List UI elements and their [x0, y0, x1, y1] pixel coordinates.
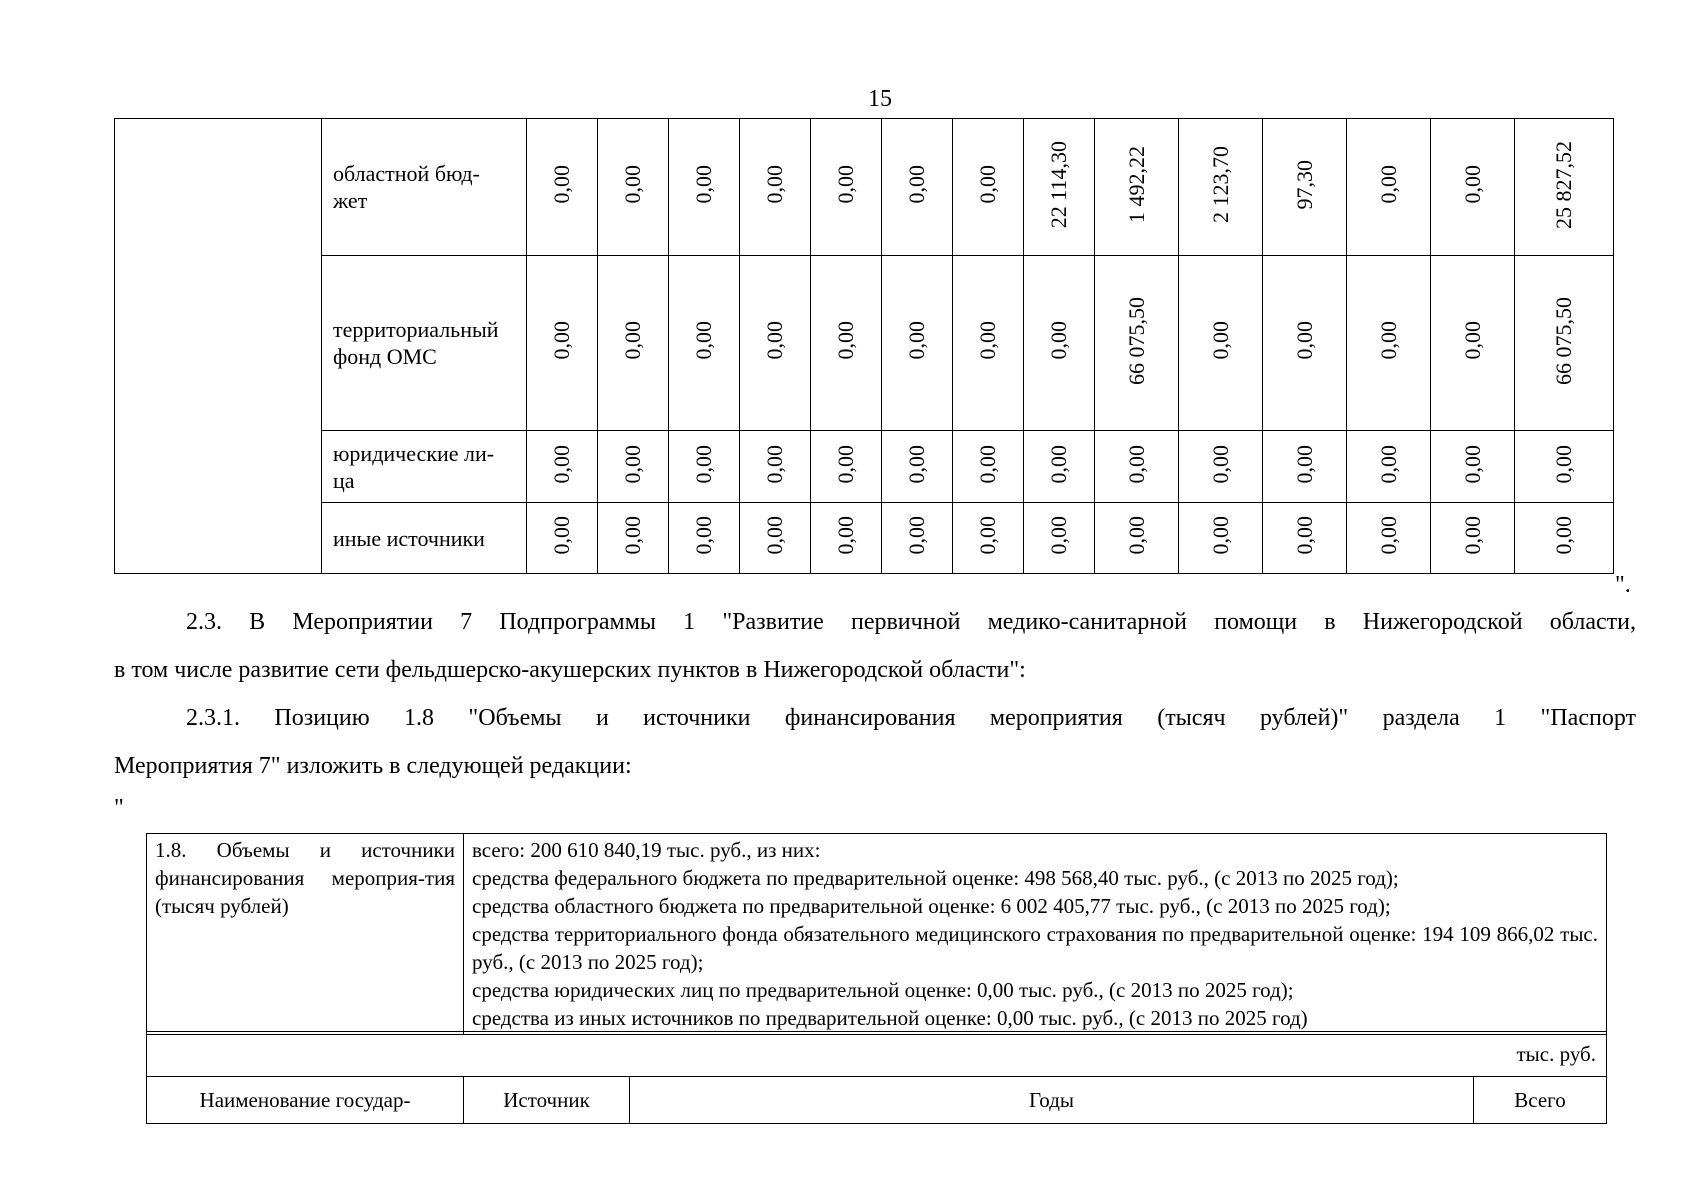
source-cell: областной бюд- жет — [322, 119, 527, 256]
table-row — [115, 503, 1614, 574]
value-cell — [527, 503, 598, 574]
value-cell — [1024, 119, 1095, 256]
value-text: 0,00 — [1207, 444, 1233, 484]
value-cell — [1347, 503, 1431, 574]
paragraph-2-3-line-1: 2.3. В Мероприятии 7 Подпрограммы 1 "Развитие первичной медико-санитарной помощи в Нижегородской области, — [186, 609, 1636, 635]
value-text: 0,00 — [1291, 516, 1317, 555]
value-cell — [953, 431, 1024, 503]
value-cell — [811, 256, 882, 431]
value-text: 97,30 — [1291, 159, 1317, 210]
value-cell — [1095, 256, 1179, 431]
passport-line: средства из иных источников по предварительной оценке: 0,00 тыс. руб., (с 2013 по 2025 год) — [472, 1006, 1308, 1030]
value-text: 0,00 — [620, 516, 645, 555]
value-text: 0,00 — [1459, 165, 1485, 204]
value-text: 66 075,50 — [1123, 296, 1149, 385]
value-text: 0,00 — [1375, 444, 1401, 484]
paragraph-2-3-1 — [114, 694, 1636, 790]
opening-quote: " — [114, 795, 124, 821]
merged-name-cell — [115, 119, 322, 574]
value-text: 0,00 — [1375, 321, 1401, 360]
value-text: 0,00 — [1207, 321, 1233, 360]
value-text: 0,00 — [549, 321, 574, 360]
value-cell — [1515, 119, 1614, 256]
value-cell — [1095, 503, 1179, 574]
value-cell — [1024, 431, 1095, 503]
funding-by-year-table — [146, 1031, 1607, 1124]
value-text: 0,00 — [1123, 444, 1149, 484]
value-text: 0,00 — [1291, 321, 1317, 360]
value-text: 66 075,50 — [1551, 296, 1576, 385]
passport-row — [147, 834, 1607, 1035]
header-source: Источник — [464, 1077, 630, 1124]
value-cell — [953, 503, 1024, 574]
value-text: 0,00 — [1046, 516, 1071, 555]
source-cell: юридические ли- ца — [322, 431, 527, 503]
passport-label: 1.8. Объемы и источники финансирования мероприя-тия (тысяч рублей) — [147, 834, 464, 1035]
value-text: 0,00 — [762, 321, 787, 360]
table-row — [115, 431, 1614, 503]
value-text: 0,00 — [833, 321, 858, 360]
value-cell — [669, 256, 740, 431]
value-cell — [598, 503, 669, 574]
value-cell — [1515, 503, 1614, 574]
value-text: 0,00 — [1551, 516, 1576, 555]
value-cell — [740, 119, 811, 256]
value-text: 0,00 — [620, 444, 645, 484]
value-text: 0,00 — [762, 444, 787, 484]
value-cell — [740, 431, 811, 503]
passport-line: средства юридических лиц по предварительной оценке: 0,00 тыс. руб., (с 2013 по 2025 год); — [472, 978, 1294, 1002]
value-cell — [669, 119, 740, 256]
value-cell — [811, 431, 882, 503]
passport-content — [464, 834, 1607, 1035]
value-cell — [882, 119, 953, 256]
passport-line: средства областного бюджета по предварительной оценке: 6 002 405,77 тыс. руб., (с 2013 по 2025 год); — [472, 894, 1391, 918]
paragraph-2-3-1-line-2: Мероприятия 7" изложить в следующей редакции: — [114, 753, 632, 779]
value-cell — [1431, 503, 1515, 574]
unit-label: тыс. руб. — [147, 1032, 1607, 1077]
value-cell — [882, 431, 953, 503]
value-text: 0,00 — [762, 165, 787, 204]
page-number: 15 — [868, 86, 892, 112]
unit-row — [147, 1032, 1607, 1077]
value-cell — [1431, 256, 1515, 431]
value-cell — [1347, 119, 1431, 256]
value-cell — [1515, 431, 1614, 503]
value-text: 0,00 — [904, 516, 929, 555]
value-text: 0,00 — [691, 321, 716, 360]
value-cell — [669, 503, 740, 574]
paragraph-2-3-1-line-1: 2.3.1. Позицию 1.8 "Объемы и источники финансирования мероприятия (тысяч рублей)" раздела 1 "Паспорт — [186, 705, 1636, 731]
value-text: 0,00 — [1375, 516, 1401, 555]
value-cell — [527, 256, 598, 431]
value-text: 0,00 — [833, 165, 858, 204]
header-years: Годы — [630, 1077, 1474, 1124]
value-text: 0,00 — [691, 165, 716, 204]
value-cell — [740, 503, 811, 574]
value-text: 0,00 — [975, 165, 1000, 204]
value-text: 0,00 — [904, 321, 929, 360]
value-cell — [1095, 119, 1179, 256]
value-cell — [811, 119, 882, 256]
value-text: 0,00 — [1123, 516, 1149, 555]
value-cell — [740, 256, 811, 431]
value-text: 0,00 — [1459, 321, 1485, 360]
value-cell — [598, 431, 669, 503]
value-cell — [598, 119, 669, 256]
value-cell — [1024, 503, 1095, 574]
value-cell — [1263, 256, 1347, 431]
value-cell — [1431, 431, 1515, 503]
passport-table — [146, 833, 1607, 1035]
value-text: 0,00 — [549, 444, 574, 484]
value-text: 0,00 — [904, 444, 929, 484]
value-text: 0,00 — [975, 444, 1000, 484]
value-cell — [882, 256, 953, 431]
value-cell — [527, 119, 598, 256]
value-text: 0,00 — [1291, 444, 1317, 484]
value-text: 0,00 — [1459, 444, 1485, 484]
table-row — [115, 256, 1614, 431]
value-text: 22 114,30 — [1046, 140, 1071, 229]
header-row — [147, 1077, 1607, 1124]
value-text: 0,00 — [549, 165, 574, 204]
value-text: 0,00 — [975, 321, 1000, 360]
value-cell — [527, 431, 598, 503]
value-text: 0,00 — [1459, 516, 1485, 555]
value-text: 0,00 — [762, 516, 787, 555]
value-text: 2 123,70 — [1207, 146, 1233, 223]
passport-line: всего: 200 610 840,19 тыс. руб., из них: — [472, 838, 821, 862]
value-cell — [1347, 256, 1431, 431]
paragraph-2-3-line-2: в том числе развитие сети фельдшерско-акушерских пунктов в Нижегородской области": — [114, 657, 1026, 683]
value-cell — [882, 503, 953, 574]
value-cell — [1347, 431, 1431, 503]
value-cell — [1024, 256, 1095, 431]
value-text: 0,00 — [620, 321, 645, 360]
value-cell — [953, 119, 1024, 256]
value-cell — [598, 256, 669, 431]
value-cell — [1095, 431, 1179, 503]
value-cell — [1515, 256, 1614, 431]
value-text: 0,00 — [904, 165, 929, 204]
value-text: 0,00 — [1046, 444, 1071, 484]
value-text: 25 827,52 — [1551, 140, 1576, 229]
value-cell — [1431, 119, 1515, 256]
value-cell — [1263, 503, 1347, 574]
value-text: 0,00 — [833, 516, 858, 555]
table-row — [115, 119, 1614, 256]
value-cell — [953, 256, 1024, 431]
source-cell: иные источники — [322, 503, 527, 574]
value-text: 0,00 — [1046, 321, 1071, 360]
passport-line: средства территориального фонда обязательного медицинского страхования по предварительной оценке: 194 109 866,02 тыс. руб., (с 2013 по 2025 год); — [472, 922, 1598, 974]
value-cell — [1179, 256, 1263, 431]
value-cell — [669, 431, 740, 503]
value-text: 0,00 — [620, 165, 645, 204]
value-text: 0,00 — [833, 444, 858, 484]
financing-table — [114, 118, 1614, 574]
closing-quote: ". — [1615, 572, 1631, 598]
value-text: 0,00 — [549, 516, 574, 555]
value-cell — [1179, 119, 1263, 256]
value-cell — [1179, 503, 1263, 574]
value-text: 0,00 — [1375, 165, 1401, 204]
passport-line: средства федерального бюджета по предварительной оценке: 498 568,40 тыс. руб., (с 2013 по 2025 год); — [472, 866, 1399, 890]
source-cell: территориальный фонд ОМС — [322, 256, 527, 431]
value-cell — [811, 503, 882, 574]
value-text: 0,00 — [1207, 516, 1233, 555]
value-cell — [1263, 431, 1347, 503]
header-total: Всего — [1474, 1077, 1607, 1124]
value-cell — [1179, 431, 1263, 503]
value-text: 1 492,22 — [1123, 146, 1149, 223]
value-text: 0,00 — [691, 516, 716, 555]
value-text: 0,00 — [975, 516, 1000, 555]
paragraph-2-3 — [114, 598, 1636, 694]
value-text: 0,00 — [691, 444, 716, 484]
value-text: 0,00 — [1551, 444, 1576, 484]
value-cell — [1263, 119, 1347, 256]
header-name: Наименование государ- — [147, 1077, 464, 1124]
